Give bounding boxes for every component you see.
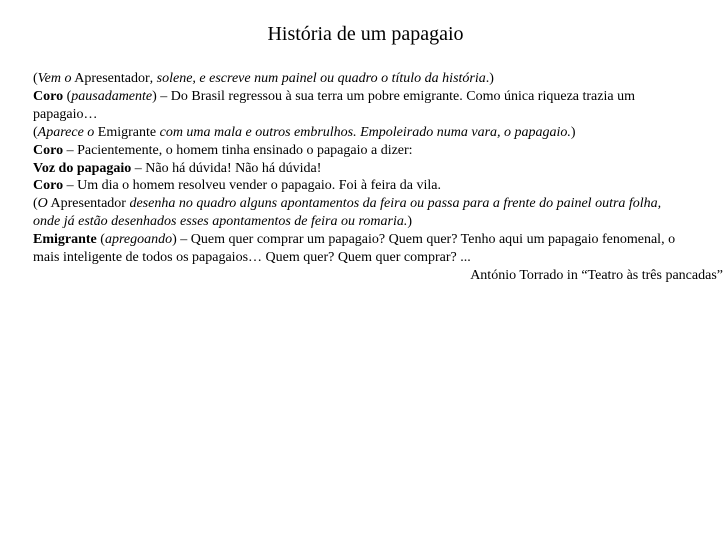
text-segment: (	[33, 124, 38, 140]
speaker-name: Coro	[33, 142, 64, 158]
script-text	[33, 70, 723, 285]
text-segment: (	[96, 232, 105, 248]
text-segment: com uma mala e outros embrulhos. Empoleirado numa vara, o papagaio.	[159, 124, 571, 140]
text-segment: Aparece o	[37, 124, 95, 140]
text-segment: Vem o	[37, 71, 72, 86]
dialogue-line	[33, 106, 723, 124]
dialogue-line	[33, 177, 723, 195]
text-segment: papagaio…	[33, 106, 98, 122]
dialogue-line	[33, 231, 723, 249]
speaker-name: Coro	[33, 178, 64, 194]
text-segment: )	[570, 124, 576, 140]
speaker-name: Emigrante	[33, 232, 97, 248]
text-segment: (	[33, 71, 38, 86]
text-segment: ) – Quem quer comprar um papagaio? Quem quer? Tenho aqui um papagaio fenomenal, o	[172, 232, 676, 248]
text-segment: .)	[485, 71, 494, 86]
dialogue-line	[33, 249, 723, 267]
text-segment: pausadamente	[71, 88, 153, 104]
stage-direction-line	[33, 213, 723, 231]
stage-direction-line	[33, 70, 723, 88]
text-segment: Apresentador	[47, 196, 130, 212]
text-segment: onde já estão desenhados esses apontamentos de feira ou romaria.	[33, 214, 408, 230]
stage-direction-line	[33, 124, 723, 142]
text-segment: – Pacientemente, o homem tinha ensinado o papagaio a dizer:	[63, 142, 413, 158]
dialogue-line	[33, 142, 723, 160]
text-segment: apregoando	[104, 232, 173, 248]
text-segment: (	[63, 88, 72, 104]
text-segment: (	[33, 196, 38, 212]
text-segment: O	[37, 196, 48, 212]
attribution: António Torrado in “Teatro às três pancadas”	[470, 267, 723, 283]
text-segment: – Não há dúvida! Não há dúvida!	[131, 160, 322, 176]
text-segment: )	[407, 214, 413, 230]
speaker-name: Voz do papagaio	[33, 160, 132, 176]
dialogue-line	[33, 88, 723, 106]
dialogue-line	[33, 160, 723, 178]
text-segment: ) – Do Brasil regressou à sua terra um pobre emigrante. Como única riqueza trazia um	[152, 88, 635, 104]
text-segment: – Um dia o homem resolveu vender o papagaio. Foi à feira da vila.	[63, 178, 441, 194]
speaker-name: Coro	[33, 88, 64, 104]
text-segment: desenha no quadro alguns apontamentos da feira ou passa para a frente do painel outra folha,	[129, 196, 662, 212]
text-segment: Emigrante	[94, 124, 160, 140]
text-segment: , solene, e escreve num painel ou quadro o título da história	[149, 71, 486, 86]
text-segment: Apresentador	[71, 71, 150, 86]
slide-title: História de um papagaio	[267, 23, 464, 45]
text-segment: mais inteligente de todos os papagaios… Quem quer? Quem quer comprar? ...	[33, 250, 471, 266]
stage-direction-line	[33, 195, 723, 213]
